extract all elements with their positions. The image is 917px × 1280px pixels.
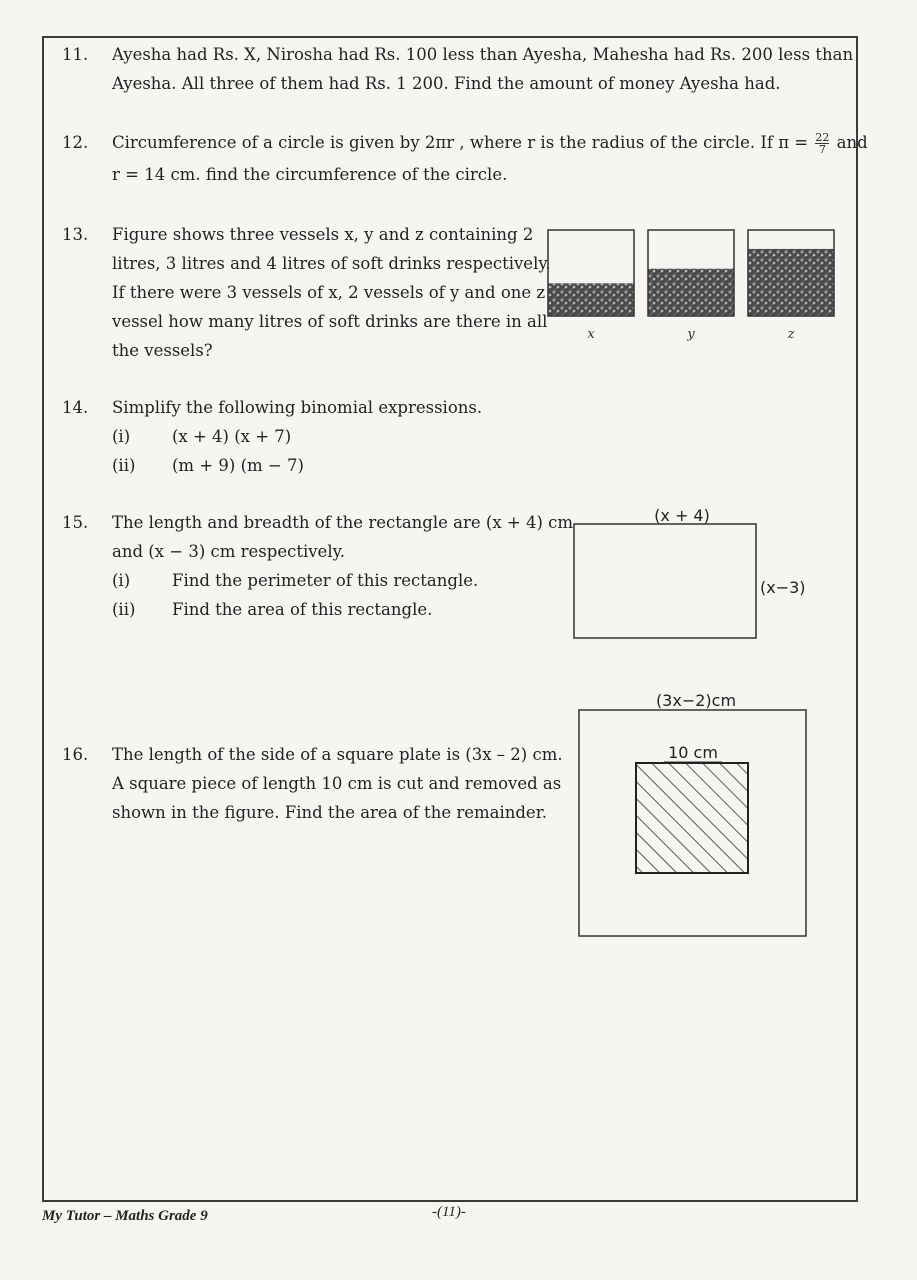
question-number: 11.	[62, 45, 89, 64]
sub-question	[112, 422, 482, 451]
question-number: 14.	[62, 398, 89, 417]
fraction-denominator: 7	[818, 143, 826, 156]
rectangle-figure	[570, 504, 830, 644]
sub-question	[112, 451, 482, 480]
vessel-label-y: y	[687, 327, 695, 342]
question-text-line: the vessels?	[112, 341, 213, 360]
question-text-line: shown in the figure. Find the area of the remainder.	[112, 803, 548, 822]
question-text-line: and	[836, 133, 868, 152]
question-text-line: The length of the side of a square plate is (3x – 2) cm.	[112, 745, 563, 764]
inner-side-label: 10 cm	[668, 743, 718, 762]
question-text-line: Circumference of a circle is given by 2πr , where r is the radius of the circle. If π =	[112, 133, 809, 152]
square-plate-figure	[574, 686, 814, 942]
rectangle-length-label: (x + 4)	[654, 506, 710, 525]
question-text-line: The length and breadth of the rectangle are (x + 4) cm	[112, 513, 574, 532]
vessel-label-x: x	[587, 327, 595, 342]
pi-fraction	[815, 132, 829, 155]
question-number: 15.	[62, 513, 89, 532]
rectangle-breadth-label: (x−3)	[760, 578, 806, 597]
page-number: -(11)-	[432, 1204, 466, 1220]
question-text-line: Ayesha had Rs. X, Nirosha had Rs. 100 less than Ayesha, Mahesha had Rs. 200 less than	[112, 45, 854, 64]
question-number: 12.	[62, 133, 89, 152]
sub-question-text: (m + 9) (m − 7)	[172, 456, 304, 475]
rectangle-shape	[574, 524, 756, 638]
outer-side-label: (3x−2)cm	[655, 691, 737, 710]
sub-question-label: (ii)	[112, 456, 136, 475]
sub-question-label: (ii)	[112, 600, 136, 619]
sub-question-text: Find the perimeter of this rectangle.	[172, 571, 479, 590]
question-number: 16.	[62, 745, 89, 764]
question-text-line: Figure shows three vessels x, y and z containing 2	[112, 225, 534, 244]
question-text-line: Simplify the following binomial expressions.	[112, 398, 483, 417]
question-text-line: If there were 3 vessels of x, 2 vessels of y and one z	[112, 283, 546, 302]
vessel-liquid-y	[648, 269, 734, 316]
question-text-line: A square piece of length 10 cm is cut and removed as	[112, 774, 562, 793]
book-title: My Tutor – Maths Grade 9	[42, 1208, 208, 1224]
question-text-line: vessel how many litres of soft drinks are there in all	[112, 312, 548, 331]
sub-question	[112, 566, 573, 595]
sub-question-text: (x + 4) (x + 7)	[172, 427, 292, 446]
question-text-line: litres, 3 litres and 4 litres of soft drinks respectively.	[112, 254, 551, 273]
sub-question-label: (i)	[112, 571, 131, 590]
sub-question-text: Find the area of this rectangle.	[172, 600, 433, 619]
sub-question-label: (i)	[112, 427, 131, 446]
vessels-figure	[544, 226, 844, 344]
question-text-line: r = 14 cm. find the circumference of the circle.	[112, 165, 508, 184]
vessel-liquid-z	[748, 249, 834, 316]
question-text-line: Ayesha. All three of them had Rs. 1 200. Find the amount of money Ayesha had.	[112, 74, 781, 93]
removed-square	[636, 763, 748, 873]
fraction-numerator: 22	[815, 131, 830, 144]
vessel-liquid-x	[548, 283, 634, 316]
question-text-line: and (x − 3) cm respectively.	[112, 542, 345, 561]
vessel-label-z: z	[787, 327, 795, 342]
question-number: 13.	[62, 225, 89, 244]
sub-question	[112, 595, 573, 624]
